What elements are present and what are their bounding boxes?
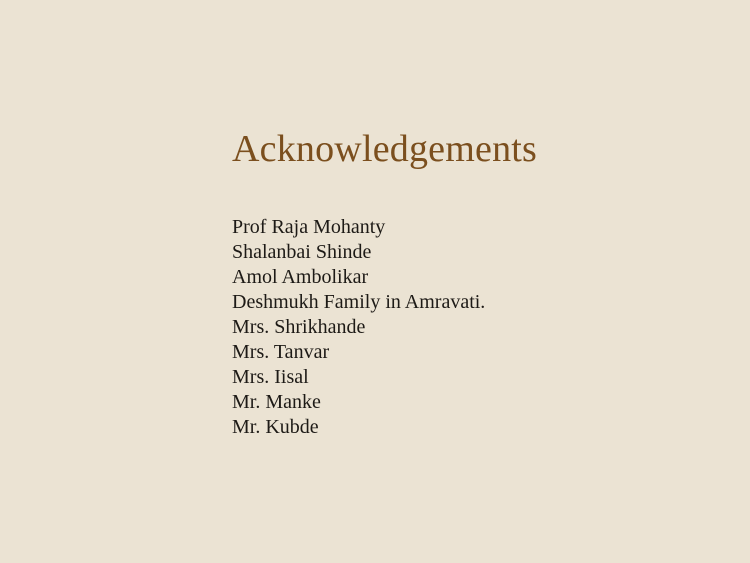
list-item: Shalanbai Shinde xyxy=(232,241,372,263)
list-item: Mrs. Shrikhande xyxy=(232,316,366,338)
list-item: Mrs. Iisal xyxy=(232,366,309,388)
list-item: Deshmukh Family in Amravati. xyxy=(232,291,486,313)
list-item: Prof Raja Mohanty xyxy=(232,216,386,238)
list-item: Mr. Kubde xyxy=(232,416,319,438)
list-item: Mr. Manke xyxy=(232,391,321,413)
slide-title: Acknowledgements xyxy=(232,128,538,170)
list-item: Mrs. Tanvar xyxy=(232,341,330,363)
acknowledgement-list xyxy=(232,215,485,440)
list-item: Amol Ambolikar xyxy=(232,266,369,288)
